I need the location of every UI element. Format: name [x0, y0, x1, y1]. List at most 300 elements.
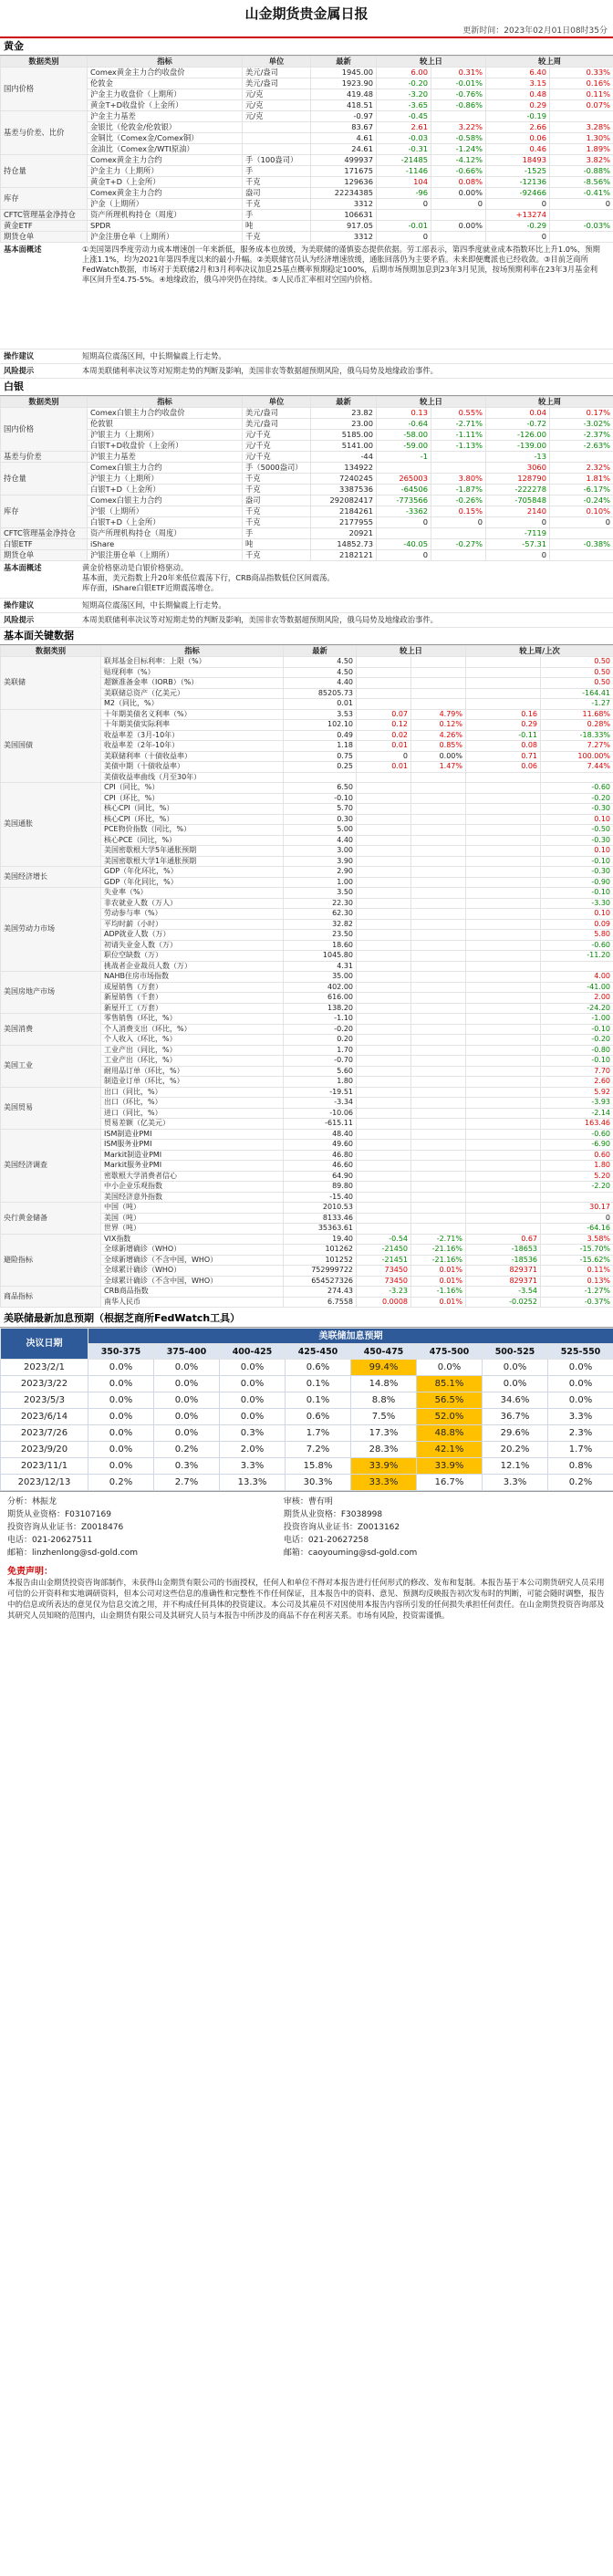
change-value: -0.30 [541, 835, 613, 846]
indicator-cell: 中国（吨） [101, 1203, 284, 1214]
indicator-cell: Markit制造业PMI [101, 1150, 284, 1161]
change-value: -139.00 [486, 441, 550, 452]
unit-cell: 美元/盎司 [243, 78, 311, 89]
col-header: 最新 [311, 397, 377, 408]
change-value: +13274 [486, 210, 550, 221]
change-value: -12136 [486, 177, 550, 188]
change-value [357, 814, 411, 825]
change-value [357, 961, 411, 972]
indicator-cell: 美国（吨） [101, 1213, 284, 1224]
change-value [466, 972, 541, 983]
col-header: 数据类别 [1, 646, 101, 657]
change-value [466, 1150, 541, 1161]
latest-value: 102.10 [284, 720, 357, 731]
change-value: 2.60 [541, 1077, 613, 1088]
meeting-date: 2023/3/22 [1, 1376, 88, 1392]
change-value: 0.16 [466, 709, 541, 720]
change-value: 3060 [486, 463, 550, 474]
change-value [357, 1119, 411, 1130]
col-header: 单位 [243, 397, 311, 408]
change-value [357, 657, 411, 668]
note-label: 操作建议 [4, 600, 35, 610]
unit-cell: 千克 [243, 517, 311, 528]
fed-section-title: 美联储最新加息预期（根据芝商所FedWatch工具） [0, 1310, 613, 1328]
probability-cell: 2.7% [154, 1475, 220, 1491]
change-value: 0.12% [411, 720, 466, 731]
change-value: -15.62% [541, 1255, 613, 1266]
change-value: -0.31 [377, 144, 431, 155]
change-value: -0.29 [486, 221, 550, 232]
change-value [357, 888, 411, 899]
indicator-cell: 美国经济意外指数 [101, 1192, 284, 1203]
col-header: 较上周 [486, 397, 613, 408]
change-value: -0.54 [357, 1234, 411, 1245]
unit-cell: 美元/盎司 [243, 408, 311, 419]
category-cell: 央行黄金储备 [1, 1203, 101, 1235]
indicator-cell: 职位空缺数（万） [101, 951, 284, 962]
disclaimer-text: 本报告由山金期货投资咨询部制作，未获得山金期货有限公司的书面授权，任何人和单位不得对本报告进行任何形式的修改、发布和复制。本报告基于本公司期货研究人员采用可信的公开资料和实地调研资料，但本公司对这些信息的准确性和完整性不作任何保证，且本报告中的资料、意见、预测均反映报告初次发布时的判断，可能会随时调整，报告中的信息或所表达的意见仅为信息交流之用，并不构成任何具体的投资建议。本公司及其雇员不对因使用本报告内容所引发的任何损失承担任何责任。在山金期货投资咨询部及其研究人员知晓的范围内，山金期货有限公司及其研究人员与本报告中所涉及的商品不存在利害关系。市场有风险，投资需谨慎。 [7, 1579, 605, 1621]
change-value [466, 783, 541, 794]
change-value: 0.29 [466, 720, 541, 731]
indicator-cell: 核心CPI（环比，%） [101, 814, 284, 825]
latest-value: 22.30 [284, 898, 357, 909]
probability-cell: 0.0% [548, 1392, 613, 1409]
change-value: -3.30 [541, 898, 613, 909]
note-label: 风险提示 [4, 615, 35, 624]
indicator-cell: 核心CPI（同比，%） [101, 804, 284, 815]
change-value: -3.23 [357, 1287, 411, 1298]
change-value: -1.00 [541, 1014, 613, 1025]
change-value [411, 961, 466, 972]
probability-cell: 0.0% [548, 1360, 613, 1376]
change-value: 2.00 [541, 993, 613, 1004]
gold-basic-note [0, 243, 613, 349]
change-value [466, 1024, 541, 1035]
change-value: -40.05 [377, 539, 431, 550]
probability-cell: 0.8% [548, 1458, 613, 1475]
change-value [411, 1098, 466, 1109]
change-value: 0.01 [357, 741, 411, 752]
indicator-cell: Comex黄金主力合约 [88, 155, 243, 166]
change-value: -126.00 [486, 430, 550, 441]
change-value: -1525 [486, 166, 550, 177]
indicator-cell: Markit服务业PMI [101, 1161, 284, 1172]
change-value: 0.11% [550, 89, 613, 100]
gold-row [1, 68, 613, 78]
indicator-cell: 工业产出（同比，%） [101, 1045, 284, 1056]
change-value [357, 678, 411, 689]
indicator-cell: Comex黄金主力合约收盘价 [88, 68, 243, 78]
silver-row [1, 528, 613, 539]
silver-row [1, 441, 613, 452]
change-value: 0.02 [357, 730, 411, 741]
probability-cell: 0.0% [88, 1442, 154, 1458]
probability-cell: 0.0% [154, 1409, 220, 1425]
change-value [431, 210, 486, 221]
indicator-cell: 新屋开工（万套） [101, 1003, 284, 1014]
change-value [466, 1224, 541, 1235]
change-value: 2.66 [486, 122, 550, 133]
probability-cell: 3.3% [483, 1475, 548, 1491]
change-value: 0.11% [541, 1266, 613, 1277]
change-value: -8.56% [550, 177, 613, 188]
category-cell: 美国工业 [1, 1045, 101, 1087]
change-value: 0 [541, 1213, 613, 1224]
change-value [357, 846, 411, 857]
change-value [466, 898, 541, 909]
latest-value [284, 772, 357, 783]
change-value [550, 210, 613, 221]
macro-row [1, 783, 613, 794]
change-value: -0.19 [486, 111, 550, 122]
latest-value: 418.51 [311, 100, 377, 111]
unit-cell: 美元/盎司 [243, 419, 311, 430]
silver-section-title: 白银 [0, 379, 613, 396]
probability-cell: 2.3% [548, 1425, 613, 1442]
change-value: 0.46 [486, 144, 550, 155]
change-value: -0.24% [550, 495, 613, 506]
gold-row [1, 232, 613, 243]
indicator-cell: 中小企业乐观指数 [101, 1182, 284, 1193]
change-value: 0.01 [357, 762, 411, 773]
change-value: 163.46 [541, 1119, 613, 1130]
change-value [411, 919, 466, 930]
latest-value: -1.10 [284, 1014, 357, 1025]
indicator-cell: 密歇根大学消费者信心 [101, 1171, 284, 1182]
change-value [357, 1203, 411, 1214]
fed-row [1, 1458, 613, 1475]
category-cell: 持仓量 [1, 155, 88, 188]
indicator-cell: NAHB住房市场指数 [101, 972, 284, 983]
probability-cell: 28.3% [351, 1442, 417, 1458]
indicator-cell: 进口（同比，%） [101, 1108, 284, 1119]
change-value [411, 940, 466, 951]
change-value: -0.20 [541, 793, 613, 804]
macro-row [1, 972, 613, 983]
silver-basic-note [0, 561, 613, 599]
indicator-cell: 金油比（Comex金/WTI原油） [88, 144, 243, 155]
change-value [411, 877, 466, 888]
change-value [466, 846, 541, 857]
change-value [357, 930, 411, 941]
category-cell: 商品指标 [1, 1287, 101, 1308]
change-value: 0.10% [550, 506, 613, 517]
probability-cell: 0.0% [483, 1376, 548, 1392]
change-value [431, 232, 486, 243]
change-value: -0.72 [486, 419, 550, 430]
change-value: -0.03 [377, 133, 431, 144]
col-header: 最新 [284, 646, 357, 657]
latest-value: 134922 [311, 463, 377, 474]
change-value: 0.31% [431, 68, 486, 78]
change-value: -1.24% [431, 144, 486, 155]
latest-value: 499937 [311, 155, 377, 166]
indicator-cell: 核心PCE（同比，%） [101, 835, 284, 846]
change-value: 3.15 [486, 78, 550, 89]
change-value: 0.09 [541, 919, 613, 930]
latest-value: 4.31 [284, 961, 357, 972]
latest-value: 46.80 [284, 1150, 357, 1161]
unit-cell: 元/千克 [243, 452, 311, 463]
silver-basic-text: 黄金价格驱动是白银价格驱动。 基本面，美元指数上升20年来低位震荡下行，CRB商品指数低位区间震荡。 库存面，iShare白银ETF近期震荡增仓。 [82, 563, 335, 592]
indicator-cell: 世界（吨） [101, 1224, 284, 1235]
change-value [357, 1066, 411, 1077]
latest-value: 654527326 [284, 1276, 357, 1287]
col-header: 指标 [88, 397, 243, 408]
probability-cell: 2.0% [220, 1442, 286, 1458]
probability-cell: 0.2% [88, 1475, 154, 1491]
gold-row [1, 133, 613, 144]
change-value: 0 [486, 199, 550, 210]
contact-line: 邮箱：linzhenlong@sd-gold.com [7, 1549, 138, 1558]
latest-value: 129636 [311, 177, 377, 188]
contacts [0, 1491, 613, 1563]
change-value: -18536 [466, 1255, 541, 1266]
indicator-cell: 白银T+D收盘价（上金所） [88, 441, 243, 452]
change-value: -0.27% [431, 539, 486, 550]
change-value: 0.16% [550, 78, 613, 89]
change-value: -0.76% [431, 89, 486, 100]
change-value: -1146 [377, 166, 431, 177]
latest-value: 3.00 [284, 846, 357, 857]
latest-value: 2182121 [311, 550, 377, 561]
latest-value: -0.70 [284, 1056, 357, 1067]
change-value: 0.13 [377, 408, 431, 419]
indicator-cell: 资产所理机构持仓（周度） [88, 210, 243, 221]
unit-cell: 元/千克 [243, 441, 311, 452]
change-value [411, 1014, 466, 1025]
change-value [357, 898, 411, 909]
indicator-cell: 失业率（%） [101, 888, 284, 899]
latest-value: 22234385 [311, 188, 377, 199]
gold-risk-note [0, 364, 613, 379]
category-cell: 基差与价差、比价 [1, 111, 88, 155]
category-cell: 库存 [1, 188, 88, 210]
col-header: 指标 [88, 57, 243, 68]
change-value [357, 1171, 411, 1182]
change-value [466, 1119, 541, 1130]
change-value: 0.06 [466, 762, 541, 773]
change-value [411, 993, 466, 1004]
rate-range-header: 450-475 [351, 1344, 417, 1360]
gold-row [1, 188, 613, 199]
change-value [431, 452, 486, 463]
latest-value: 23.82 [311, 408, 377, 419]
rate-range-header: 400-425 [220, 1344, 286, 1360]
silver-row [1, 485, 613, 495]
unit-cell [243, 133, 311, 144]
change-value: -0.01 [377, 221, 431, 232]
indicator-cell: GDP（年化同比，%） [101, 877, 284, 888]
change-value [357, 1182, 411, 1193]
indicator-cell: M2（同比，%） [101, 699, 284, 710]
latest-value: 18.60 [284, 940, 357, 951]
unit-cell: 盎司 [243, 495, 311, 506]
category-cell: 国内价格 [1, 68, 88, 111]
change-value [466, 688, 541, 699]
latest-value: -44 [311, 452, 377, 463]
change-value [357, 825, 411, 836]
change-value: 5.80 [541, 930, 613, 941]
change-value [357, 1045, 411, 1056]
indicator-cell: 挑战者企业裁员人数（万） [101, 961, 284, 972]
change-value: -3.20 [377, 89, 431, 100]
indicator-cell: 金银比（伦敦金/伦敦银） [88, 122, 243, 133]
latest-value: 2177955 [311, 517, 377, 528]
change-value: 30.17 [541, 1203, 613, 1214]
latest-value: 4.40 [284, 835, 357, 846]
indicator-cell: VIX指数 [101, 1234, 284, 1245]
change-value [466, 699, 541, 710]
change-value [466, 793, 541, 804]
change-value: 0.17% [550, 408, 613, 419]
change-value [357, 1192, 411, 1203]
category-cell: 避险指标 [1, 1234, 101, 1287]
change-value [411, 804, 466, 815]
change-value [411, 678, 466, 689]
indicator-cell: 沪金（上期所） [88, 199, 243, 210]
unit-cell: 千克 [243, 199, 311, 210]
change-value [550, 452, 613, 463]
silver-risk-text: 本周美联储利率决议等对短期走势的判断及影响，美国非农等数据超预期风险，俄乌局势及地缘政治事件。 [82, 615, 438, 624]
latest-value: 0.01 [284, 699, 357, 710]
rate-range-header: 500-525 [483, 1344, 548, 1360]
latest-value: 419.48 [311, 89, 377, 100]
change-value [411, 667, 466, 678]
unit-cell: 元/克 [243, 89, 311, 100]
probability-cell: 3.3% [220, 1458, 286, 1475]
probability-cell: 33.9% [351, 1458, 417, 1475]
unit-cell: 元/克 [243, 100, 311, 111]
rate-range-header: 525-550 [548, 1344, 613, 1360]
disclaimer-title: 免责声明： [7, 1567, 53, 1577]
change-value: 1.89% [550, 144, 613, 155]
gold-row [1, 122, 613, 133]
macro-row [1, 1203, 613, 1214]
latest-value: 0.20 [284, 1035, 357, 1046]
meeting-date: 2023/12/13 [1, 1475, 88, 1491]
indicator-cell: 白银T+D（上金所） [88, 485, 243, 495]
change-value: 6.40 [486, 68, 550, 78]
change-value: 0.71 [466, 751, 541, 762]
change-value: -0.50 [541, 825, 613, 836]
change-value [411, 688, 466, 699]
change-value [466, 1056, 541, 1067]
change-value [466, 804, 541, 815]
change-value: -1.27 [541, 699, 613, 710]
indicator-cell: 白银T+D（上金所） [88, 517, 243, 528]
change-value [411, 1171, 466, 1182]
indicator-cell: 工业产出（环比，%） [101, 1056, 284, 1067]
indicator-cell: 非农就业人数（万人） [101, 898, 284, 909]
change-value [466, 1192, 541, 1203]
rate-range-header: 350-375 [88, 1344, 154, 1360]
indicator-cell: 沪金主力收盘价（上期所） [88, 89, 243, 100]
change-value: -0.88% [550, 166, 613, 177]
latest-value: 6.7558 [284, 1297, 357, 1308]
change-value [431, 550, 486, 561]
change-value: -92466 [486, 188, 550, 199]
macro-row [1, 709, 613, 720]
latest-value: 402.00 [284, 982, 357, 993]
change-value: -1.13% [431, 441, 486, 452]
unit-cell: 手 [243, 528, 311, 539]
change-value [411, 856, 466, 867]
change-value: 0.08 [466, 741, 541, 752]
latest-value: 274.43 [284, 1287, 357, 1298]
macro-row [1, 1129, 613, 1140]
change-value: 0 [377, 232, 431, 243]
probability-cell: 0.0% [88, 1376, 154, 1392]
latest-value: 3.50 [284, 888, 357, 899]
change-value [357, 1087, 411, 1098]
change-value [411, 1182, 466, 1193]
indicator-cell: CPI（同比，%） [101, 783, 284, 794]
indicator-cell: 个人消费支出（环比，%） [101, 1024, 284, 1035]
gold-row [1, 89, 613, 100]
indicator-cell: Comex白银主力合约 [88, 463, 243, 474]
probability-cell: 0.0% [88, 1458, 154, 1475]
change-value: 2.32% [550, 463, 613, 474]
change-value [357, 993, 411, 1004]
probability-cell: 0.0% [154, 1360, 220, 1376]
update-time: 更新时间：2023年02月01日08时35分 [462, 26, 608, 36]
change-value [357, 1098, 411, 1109]
change-value [466, 1066, 541, 1077]
probability-cell: 16.7% [417, 1475, 483, 1491]
change-value: -0.01% [431, 78, 486, 89]
change-value: 0 [357, 751, 411, 762]
unit-cell: 千克 [243, 550, 311, 561]
change-value: -59.00 [377, 441, 431, 452]
latest-value: 3.90 [284, 856, 357, 867]
indicator-cell: 伦敦金 [88, 78, 243, 89]
change-value [411, 1003, 466, 1014]
change-value: -2.20 [541, 1182, 613, 1193]
indicator-cell: 伦敦银 [88, 419, 243, 430]
probability-cell: 0.0% [483, 1360, 548, 1376]
probability-cell: 0.1% [286, 1392, 351, 1409]
silver-row [1, 539, 613, 550]
change-value: 3.82% [550, 155, 613, 166]
fed-row [1, 1360, 613, 1376]
latest-value: -3.34 [284, 1098, 357, 1109]
gold-row [1, 100, 613, 111]
change-value [466, 1182, 541, 1193]
unit-cell: 千克 [243, 474, 311, 485]
indicator-cell: 金铜比（Comex金/Comex铜） [88, 133, 243, 144]
change-value: -64506 [377, 485, 431, 495]
unit-cell: 元/千克 [243, 430, 311, 441]
change-value [411, 1150, 466, 1161]
note-label: 基本面概述 [4, 245, 42, 254]
change-value [357, 972, 411, 983]
silver-row [1, 419, 613, 430]
change-value: -0.11 [466, 730, 541, 741]
change-value: 265003 [377, 474, 431, 485]
probability-cell: 0.2% [154, 1442, 220, 1458]
gold-row [1, 199, 613, 210]
fed-group-header: 美联储加息预期 [88, 1329, 613, 1344]
change-value [411, 1192, 466, 1203]
change-value: 6.00 [377, 68, 431, 78]
change-value: 0 [486, 232, 550, 243]
category-cell: 美国贸易 [1, 1087, 101, 1129]
change-value [466, 909, 541, 920]
change-value [411, 825, 466, 836]
latest-value: 1.80 [284, 1077, 357, 1088]
indicator-cell: 出口（同比，%） [101, 1087, 284, 1098]
